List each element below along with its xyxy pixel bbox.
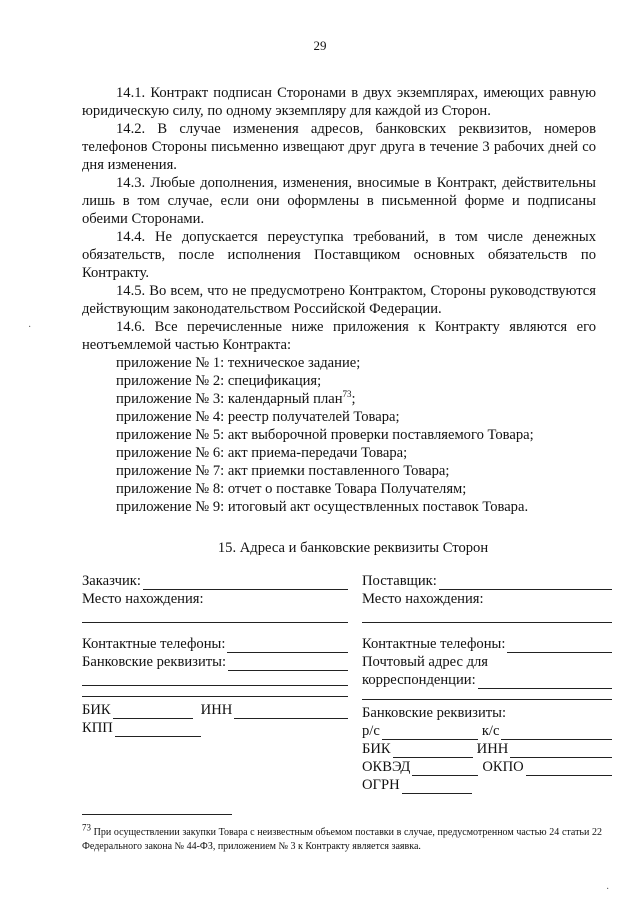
customer-kpp-label: КПП <box>82 720 113 736</box>
supplier-requisites <box>362 572 612 794</box>
customer-location-row <box>82 590 348 608</box>
customer-bik-field[interactable] <box>113 704 193 719</box>
supplier-postal-row-1 <box>362 653 612 671</box>
customer-bank-label: Банковские реквизиты: <box>82 654 226 670</box>
supplier-location-field[interactable] <box>362 608 612 623</box>
supplier-accounts-row <box>362 722 612 740</box>
supplier-ogrn-field[interactable] <box>402 779 472 794</box>
customer-label: Заказчик: <box>82 573 141 589</box>
customer-bik-inn-row <box>82 701 348 719</box>
clause-14-5: 14.5. Во всем, что не предусмотрено Контрактом, Стороны руководствуются действующим законодательством Российской Федерации. <box>82 283 596 317</box>
supplier-phones-field[interactable] <box>507 638 612 653</box>
supplier-bik-label: БИК <box>362 741 391 757</box>
supplier-name-row <box>362 572 612 590</box>
supplier-bik-inn-row <box>362 740 612 758</box>
supplier-okved-label: ОКВЭД <box>362 759 411 775</box>
page-number: 29 <box>313 38 327 53</box>
annex-list <box>82 354 596 516</box>
customer-name-row <box>82 572 348 590</box>
scan-speck-2: · <box>606 884 610 895</box>
supplier-postal-field[interactable] <box>478 674 612 689</box>
supplier-okved-okpo-row <box>362 758 612 776</box>
customer-requisites <box>82 572 348 737</box>
customer-bank-row <box>82 653 348 671</box>
customer-phones-label: Контактные телефоны: <box>82 636 226 652</box>
clause-14-2: 14.2. В случае изменения адресов, банковских реквизитов, номеров телефонов Стороны письменно извещают друг друга в течение 3 рабочих дней со дня изменения. <box>82 121 596 173</box>
annex-item-3-text: приложение № 3: календарный план <box>116 391 343 407</box>
supplier-location-row <box>362 590 612 608</box>
supplier-postal-field-2[interactable] <box>362 689 612 700</box>
footnote-number: 73 <box>82 822 91 833</box>
customer-kpp-row <box>82 719 348 737</box>
customer-name-field[interactable] <box>143 575 348 590</box>
supplier-okpo-field[interactable] <box>526 761 612 776</box>
supplier-bik-field[interactable] <box>393 743 473 758</box>
customer-location-field[interactable] <box>82 608 348 623</box>
annex-item-3-suffix: ; <box>351 391 356 407</box>
supplier-okved-field[interactable] <box>412 761 478 776</box>
supplier-postal-label-1: Почтовый адрес для <box>362 654 489 670</box>
customer-inn-label: ИНН <box>200 702 233 718</box>
customer-bank-field[interactable] <box>228 656 348 671</box>
clause-14-3: 14.3. Любые дополнения, изменения, вносимые в Контракт, действительны лишь в том случае, если они оформлены в письменной форме и подписаны обеими Сторонами. <box>82 175 596 227</box>
supplier-rs-label: р/с <box>362 723 380 739</box>
customer-location-label: Место нахождения: <box>82 591 204 607</box>
customer-bik-label: БИК <box>82 702 111 718</box>
footnote-separator <box>82 814 232 815</box>
clause-14-6: 14.6. Все перечисленные ниже приложения к Контракту являются его неотъемлемой частью Контракта: <box>82 319 596 353</box>
supplier-ks-label: к/с <box>481 723 500 739</box>
supplier-phones-label: Контактные телефоны: <box>362 636 506 652</box>
customer-bank-field-2[interactable] <box>82 671 348 686</box>
customer-bank-field-3[interactable] <box>82 686 348 697</box>
clause-14-4: 14.4. Не допускается переуступка требований, в том числе денежных обязательств, после исполнения Поставщиком основных обязательств по Контракту. <box>82 229 596 281</box>
supplier-inn-field[interactable] <box>510 743 612 758</box>
scan-speck: · <box>28 322 32 333</box>
supplier-bank-row <box>362 704 612 722</box>
supplier-phones-row <box>362 635 612 653</box>
annex-item-3 <box>82 390 596 408</box>
customer-phones-field[interactable] <box>227 638 348 653</box>
annex-item-2: приложение № 2: спецификация; <box>116 373 322 389</box>
supplier-bank-label: Банковские реквизиты: <box>362 705 506 721</box>
supplier-ogrn-row <box>362 776 612 794</box>
supplier-ogrn-label: ОГРН <box>362 777 400 793</box>
supplier-rs-field[interactable] <box>382 725 478 740</box>
supplier-location-label: Место нахождения: <box>362 591 484 607</box>
footnote-text: При осуществлении закупки Товара с неизвестным объемом поставки в случае, предусмотренном частью 24 статьи 22 Федерального закона № 44-ФЗ, приложением № 3 к Контракту является заявка. <box>82 827 603 852</box>
annex-item-1: приложение № 1: техническое задание; <box>116 355 361 371</box>
annex-item-9: приложение № 9: итоговый акт осуществленных поставок Товара. <box>116 499 529 515</box>
annex-item-6: приложение № 6: акт приема-передачи Товара; <box>116 445 408 461</box>
supplier-inn-label: ИНН <box>476 741 509 757</box>
supplier-postal-row-2 <box>362 671 612 689</box>
supplier-name-field[interactable] <box>439 575 612 590</box>
supplier-postal-label-2: корреспонденции: <box>362 672 476 688</box>
supplier-ks-field[interactable] <box>501 725 612 740</box>
supplier-label: Поставщик: <box>362 573 437 589</box>
customer-phones-row <box>82 635 348 653</box>
contract-clauses <box>82 84 596 516</box>
customer-inn-field[interactable] <box>234 704 348 719</box>
annex-item-7: приложение № 7: акт приемки поставленного Товара; <box>116 463 450 479</box>
footnote-ref-73[interactable]: 73 <box>342 389 352 400</box>
footnote <box>82 822 603 854</box>
section-title: 15. Адреса и банковские реквизиты Сторон <box>217 540 489 556</box>
annex-item-8: приложение № 8: отчет о поставке Товара Получателям; <box>116 481 467 497</box>
annex-item-5: приложение № 5: акт выборочной проверки поставляемого Товара; <box>116 427 534 443</box>
clause-14-1: 14.1. Контракт подписан Сторонами в двух экземплярах, имеющих равную юридическую силу, по одному экземпляру для каждой из Сторон. <box>82 85 596 119</box>
supplier-okpo-label: ОКПО <box>482 759 524 775</box>
annex-item-4: приложение № 4: реестр получателей Товара; <box>116 409 400 425</box>
customer-kpp-field[interactable] <box>115 722 201 737</box>
